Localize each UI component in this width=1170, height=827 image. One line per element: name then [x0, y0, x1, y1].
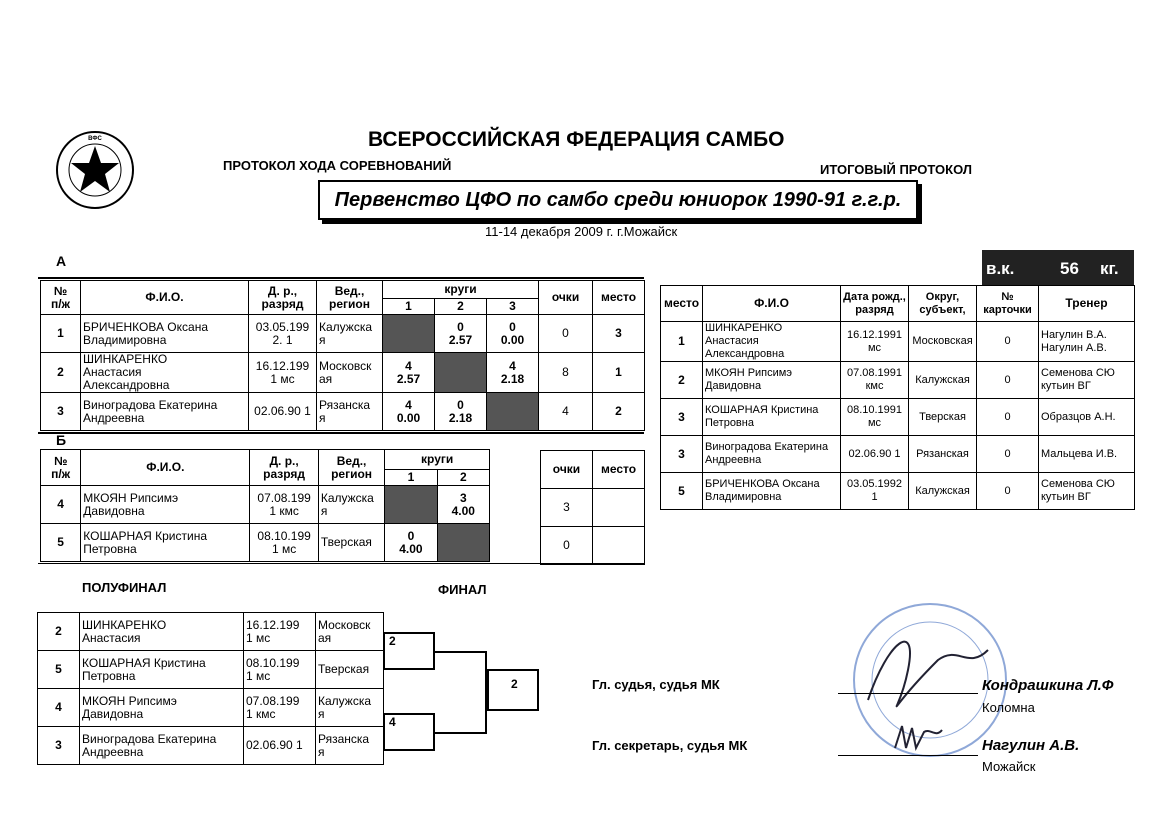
results-header-coach: Тренер	[1039, 286, 1135, 322]
group-b-bottom-line	[38, 563, 644, 564]
round-result: 0 2.57	[435, 315, 487, 353]
result-dob: 16.12.1991 мс	[841, 322, 909, 362]
row-place	[593, 489, 645, 527]
row-points: 0	[541, 527, 593, 565]
bracket-name: ШИНКАРЕНКО Анастасия	[80, 613, 244, 651]
group-b-divider	[38, 432, 644, 434]
row-region: Московск ая	[317, 353, 383, 393]
table-row	[41, 393, 645, 431]
self-cell	[383, 315, 435, 353]
bracket-dob: 08.10.199 1 мс	[244, 651, 316, 689]
row-name: МКОЯН Рипсимэ Давидовна	[81, 486, 250, 524]
row-dob: 08.10.199 1 мс	[250, 524, 318, 562]
result-dob: 03.05.1992 1	[841, 473, 909, 510]
result-name: Виноградова Екатерина Андреевна	[703, 436, 841, 473]
result-name: МКОЯН Рипсимэ Давидовна	[703, 362, 841, 399]
result-coach: Нагулин В.А. Нагулин А.В.	[1039, 322, 1135, 362]
result-card: 0	[977, 473, 1039, 510]
group-a-divider	[38, 277, 644, 279]
bracket-dob: 16.12.199 1 мс	[244, 613, 316, 651]
table-row	[41, 524, 490, 562]
bracket-connector	[435, 732, 486, 734]
bracket-dob: 02.06.90 1	[244, 727, 316, 765]
header-place: место	[593, 451, 645, 489]
result-coach: Мальцева И.В.	[1039, 436, 1135, 473]
round-result: 4 2.18	[487, 353, 539, 393]
row-name: ШИНКАРЕНКО Анастасия Александровна	[81, 353, 249, 393]
row-region: Рязанска я	[317, 393, 383, 431]
result-region: Рязанская	[909, 436, 977, 473]
row-place: 1	[593, 353, 645, 393]
row-num: 5	[41, 524, 81, 562]
row-place: 2	[593, 393, 645, 431]
results-table	[660, 285, 1135, 510]
event-dates: 11-14 декабря 2009 г. г.Можайск	[485, 224, 678, 239]
weight-label: в.к.	[986, 259, 1015, 278]
row-name: Виноградова Екатерина Андреевна	[81, 393, 249, 431]
table-row	[661, 436, 1135, 473]
row-region: Калужска я	[317, 315, 383, 353]
table-row	[661, 362, 1135, 399]
result-region: Калужская	[909, 473, 977, 510]
row-num: 2	[41, 353, 81, 393]
result-place: 5	[661, 473, 703, 510]
secretary-signature-line	[838, 755, 978, 756]
semifinal-label: ПОЛУФИНАЛ	[82, 580, 167, 595]
table-row	[38, 651, 384, 689]
weight-banner	[982, 250, 1134, 286]
semifinal-1-winner: 2	[383, 632, 435, 670]
bracket-region: Калужска я	[316, 689, 384, 727]
bracket-dob: 07.08.199 1 кмс	[244, 689, 316, 727]
bracket-num: 2	[38, 613, 80, 651]
header-rounds: круги	[383, 281, 539, 299]
row-points: 3	[541, 489, 593, 527]
header-dob: Д. р., разряд	[249, 281, 317, 315]
bracket-name: Виноградова Екатерина Андреевна	[80, 727, 244, 765]
table-row	[661, 399, 1135, 436]
group-a-label: А	[56, 253, 67, 269]
results-header-name: Ф.И.О	[703, 286, 841, 322]
event-title-box	[318, 180, 918, 220]
row-dob: 03.05.199 2. 1	[249, 315, 317, 353]
result-place: 1	[661, 322, 703, 362]
header-round-2: 2	[437, 470, 489, 486]
row-dob: 07.08.199 1 кмс	[250, 486, 318, 524]
bracket-num: 4	[38, 689, 80, 727]
final-label: ФИНАЛ	[438, 582, 487, 597]
row-dob: 02.06.90 1	[249, 393, 317, 431]
header-name: Ф.И.О.	[81, 450, 250, 486]
sambo-logo	[55, 130, 135, 210]
result-region: Тверская	[909, 399, 977, 436]
row-region: Тверская	[318, 524, 384, 562]
table-row	[38, 689, 384, 727]
result-name: ШИНКАРЕНКО Анастасия Александровна	[703, 322, 841, 362]
header-round-1: 1	[383, 299, 435, 315]
row-dob: 16.12.199 1 мс	[249, 353, 317, 393]
table-row	[41, 353, 645, 393]
result-dob: 02.06.90 1	[841, 436, 909, 473]
secretary-signature	[890, 718, 950, 756]
self-cell	[487, 393, 539, 431]
result-coach: Семенова СЮ кутьин ВГ	[1039, 362, 1135, 399]
judge-name: Кондрашкина Л.Ф	[982, 677, 1114, 694]
round-result: 4 2.57	[383, 353, 435, 393]
header-region: Вед., регион	[317, 281, 383, 315]
header-dob: Д. р., разряд	[250, 450, 318, 486]
secretary-name: Нагулин А.В.	[982, 737, 1080, 754]
row-num: 4	[41, 486, 81, 524]
header-points: очки	[539, 281, 593, 315]
result-name: КОШАРНАЯ Кристина Петровна	[703, 399, 841, 436]
result-region: Калужская	[909, 362, 977, 399]
row-name: БРИЧЕНКОВА Оксана Владимировна	[81, 315, 249, 353]
row-name: КОШАРНАЯ Кристина Петровна	[81, 524, 250, 562]
round-result: 0 2.18	[435, 393, 487, 431]
result-coach: Образцов А.Н.	[1039, 399, 1135, 436]
result-place: 2	[661, 362, 703, 399]
bracket-region: Тверская	[316, 651, 384, 689]
row-points: 4	[539, 393, 593, 431]
results-header-dob: Дата рожд., разряд	[841, 286, 909, 322]
result-place: 3	[661, 436, 703, 473]
judge-signature-line	[838, 693, 978, 694]
bracket-num: 5	[38, 651, 80, 689]
table-row	[661, 322, 1135, 362]
row-num: 1	[41, 315, 81, 353]
round-result: 4 0.00	[383, 393, 435, 431]
results-header-region: Округ, субъект,	[909, 286, 977, 322]
row-points: 8	[539, 353, 593, 393]
header-rounds: круги	[385, 450, 490, 470]
header-region: Вед., регион	[318, 450, 384, 486]
federation-title: ВСЕРОССИЙСКАЯ ФЕДЕРАЦИЯ САМБО	[368, 128, 785, 151]
weight-value: 56	[1060, 259, 1079, 278]
final-winner: 2	[487, 669, 539, 711]
self-cell	[437, 524, 489, 562]
self-cell	[435, 353, 487, 393]
row-place: 3	[593, 315, 645, 353]
bracket-name: КОШАРНАЯ Кристина Петровна	[80, 651, 244, 689]
event-title: Первенство ЦФО по самбо среди юниорок 1990-91 г.г.р.	[334, 189, 902, 211]
bracket-table	[37, 612, 384, 765]
table-row	[38, 727, 384, 765]
judge-city: Коломна	[982, 700, 1035, 715]
bracket-connector	[435, 651, 486, 653]
group-b-table	[40, 449, 490, 562]
row-points: 0	[539, 315, 593, 353]
round-result: 0 0.00	[487, 315, 539, 353]
result-coach: Семенова СЮ кутьин ВГ	[1039, 473, 1135, 510]
table-row	[41, 315, 645, 353]
group-b-score-table	[540, 450, 645, 565]
result-card: 0	[977, 362, 1039, 399]
result-card: 0	[977, 436, 1039, 473]
table-row	[38, 613, 384, 651]
table-row	[661, 473, 1135, 510]
judge-signature	[868, 642, 988, 707]
header-round-1: 1	[385, 470, 437, 486]
result-region: Московская	[909, 322, 977, 362]
results-header-card: № карточки	[977, 286, 1039, 322]
header-round-3: 3	[487, 299, 539, 315]
self-cell	[385, 486, 437, 524]
weight-unit: кг.	[1100, 259, 1119, 278]
header-points: очки	[541, 451, 593, 489]
result-dob: 07.08.1991 кмс	[841, 362, 909, 399]
bracket-num: 3	[38, 727, 80, 765]
header-place: место	[593, 281, 645, 315]
row-num: 3	[41, 393, 81, 431]
secretary-city: Можайск	[982, 759, 1036, 774]
svg-text:ВФС: ВФС	[88, 136, 102, 142]
result-name: БРИЧЕНКОВА Оксана Владимировна	[703, 473, 841, 510]
round-result: 0 4.00	[385, 524, 437, 562]
header-round-2: 2	[435, 299, 487, 315]
bracket-region: Рязанска я	[316, 727, 384, 765]
semifinal-2-winner: 4	[383, 713, 435, 751]
round-result: 3 4.00	[437, 486, 489, 524]
header-num: № п/ж	[41, 450, 81, 486]
result-dob: 08.10.1991 мс	[841, 399, 909, 436]
header-num: № п/ж	[41, 281, 81, 315]
table-row	[41, 486, 490, 524]
protocol-left-title: ПРОТОКОЛ ХОДА СОРЕВНОВАНИЙ	[223, 158, 452, 173]
judge-label: Гл. судья, судья МК	[592, 677, 720, 692]
group-b-label: Б	[56, 432, 67, 448]
results-header-place: место	[661, 286, 703, 322]
result-card: 0	[977, 322, 1039, 362]
group-a-table	[40, 280, 645, 431]
result-place: 3	[661, 399, 703, 436]
header-name: Ф.И.О.	[81, 281, 249, 315]
row-place	[593, 527, 645, 565]
bracket-name: МКОЯН Рипсимэ Давидовна	[80, 689, 244, 727]
bracket-region: Московск ая	[316, 613, 384, 651]
row-region: Калужска я	[318, 486, 384, 524]
secretary-label: Гл. секретарь, судья МК	[592, 738, 748, 753]
protocol-right-title: ИТОГОВЫЙ ПРОТОКОЛ	[820, 162, 972, 177]
result-card: 0	[977, 399, 1039, 436]
